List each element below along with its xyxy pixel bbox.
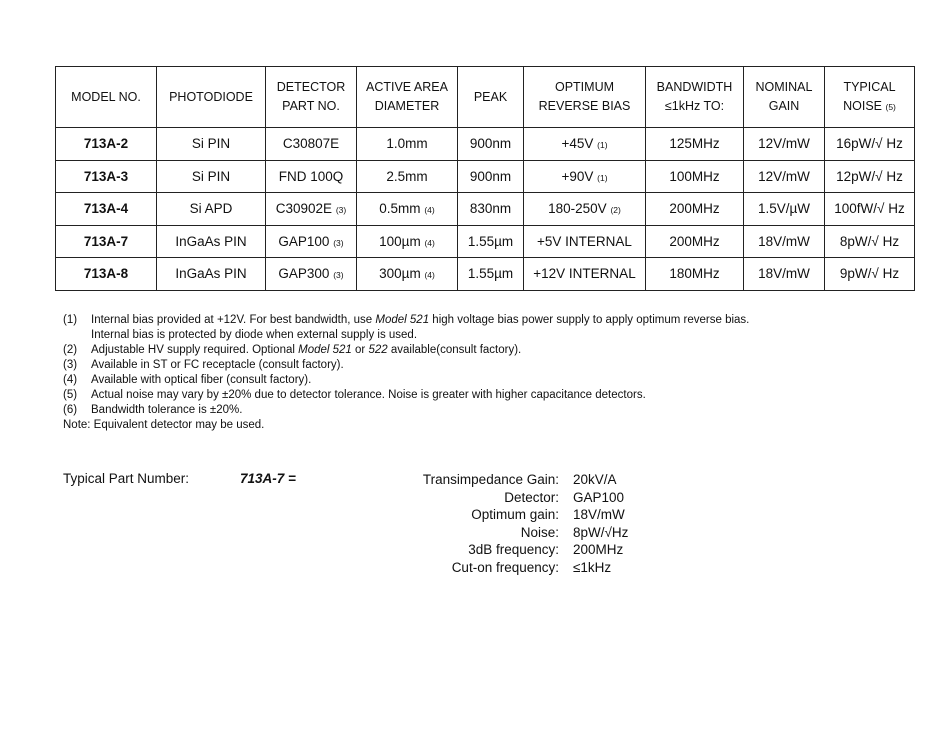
cell-bandwidth: 200MHz xyxy=(646,225,744,258)
cell-bias: +5V INTERNAL xyxy=(524,225,646,258)
typical-part-model: 713A-7 = xyxy=(240,471,296,486)
cell-noise: 9pW/√ Hz xyxy=(825,258,915,291)
cell-diameter: 1.0mm xyxy=(357,128,458,161)
parameter-value: 200MHz xyxy=(573,542,624,557)
footnote-5 xyxy=(63,388,749,403)
table-row xyxy=(56,225,915,258)
footnote-text: Adjustable HV supply required. Optional Model 521 or 522 available(consult factory). xyxy=(91,344,522,356)
footnote-text: Available in ST or FC receptacle (consult factory). xyxy=(91,359,344,371)
final-note: Note: Equivalent detector may be used. xyxy=(63,419,265,431)
parameter-label: Transimpedance Gain: xyxy=(422,472,559,487)
cell-peak: 1.55µm xyxy=(458,258,524,291)
cell-peak: 1.55µm xyxy=(458,225,524,258)
cell-bandwidth: 180MHz xyxy=(646,258,744,291)
footnote-text: Internal bias provided at +12V. For best bandwidth, use Model 521 high voltage bias power supply to apply optimum reverse bias. xyxy=(91,314,750,326)
typical-part-label: Typical Part Number: xyxy=(63,471,190,486)
parameter-row xyxy=(340,471,720,489)
footnote-number: (4) xyxy=(63,374,78,386)
footnote-number: (5) xyxy=(63,389,78,401)
footnote-number: (2) xyxy=(63,344,78,356)
cell-photodiode: Si PIN xyxy=(157,128,266,161)
footnote-number: (1) xyxy=(63,314,78,326)
cell-model: 713A-3 xyxy=(56,160,157,193)
parameter-label: Optimum gain: xyxy=(471,507,559,522)
cell-peak: 900nm xyxy=(458,160,524,193)
cell-model: 713A-7 xyxy=(56,225,157,258)
cell-noise: 12pW/√ Hz xyxy=(825,160,915,193)
parameter-value: ≤1kHz xyxy=(573,559,612,575)
footnote-number: (3) xyxy=(63,359,78,371)
cell-gain: 12V/mW xyxy=(744,128,825,161)
footnote-number: (6) xyxy=(63,404,78,416)
cell-bandwidth: 125MHz xyxy=(646,128,744,161)
cell-diameter: 100µm (4) xyxy=(357,225,458,258)
cell-photodiode: InGaAs PIN xyxy=(157,225,266,258)
cell-part: C30807E xyxy=(266,128,357,161)
cell-noise: 100fW/√ Hz xyxy=(825,193,915,226)
table-row xyxy=(56,160,915,193)
cell-part: C30902E (3) xyxy=(266,193,357,226)
cell-model: 713A-2 xyxy=(56,128,157,161)
parameter-row xyxy=(340,506,720,524)
parameter-label: Cut-on frequency: xyxy=(451,559,559,575)
cell-part: GAP300 (3) xyxy=(266,258,357,291)
cell-peak: 900nm xyxy=(458,128,524,161)
cell-gain: 18V/mW xyxy=(744,225,825,258)
footnote-3 xyxy=(63,358,749,373)
table-row xyxy=(56,193,915,226)
cell-part: GAP100 (3) xyxy=(266,225,357,258)
parameter-label: Detector: xyxy=(504,489,559,505)
table-row xyxy=(56,128,915,161)
footnote-1-continuation: Internal bias is protected by diode when external supply is used. xyxy=(91,329,418,341)
cell-noise: 16pW/√ Hz xyxy=(825,128,915,161)
cell-bandwidth: 100MHz xyxy=(646,160,744,193)
cell-bias: +12V INTERNAL xyxy=(524,258,646,291)
footnote-2 xyxy=(63,343,749,358)
header-peak: PEAK xyxy=(458,67,524,128)
cell-photodiode: Si PIN xyxy=(157,160,266,193)
header-typical-noise: TYPICAL NOISE (5) xyxy=(825,67,915,128)
table-header-row xyxy=(56,67,915,128)
table-row xyxy=(56,258,915,291)
cell-bandwidth: 200MHz xyxy=(646,193,744,226)
cell-bias: +90V (1) xyxy=(524,160,646,193)
cell-gain: 12V/mW xyxy=(744,160,825,193)
cell-photodiode: Si APD xyxy=(157,193,266,226)
parameter-value: 20kV/A xyxy=(573,472,617,487)
header-detector-part-no: DETECTOR PART NO. xyxy=(266,67,357,128)
footnotes xyxy=(63,313,749,433)
parameter-label: 3dB frequency: xyxy=(468,542,559,557)
header-model-no: MODEL NO. xyxy=(56,67,157,128)
parameter-value: GAP100 xyxy=(573,489,625,505)
cell-model: 713A-4 xyxy=(56,193,157,226)
cell-bias: +45V (1) xyxy=(524,128,646,161)
header-nominal-gain: NOMINAL GAIN xyxy=(744,67,825,128)
cell-noise: 8pW/√ Hz xyxy=(825,225,915,258)
header-photodiode: PHOTODIODE xyxy=(157,67,266,128)
specifications-table xyxy=(55,66,915,291)
cell-model: 713A-8 xyxy=(56,258,157,291)
cell-gain: 18V/mW xyxy=(744,258,825,291)
parameter-value: 8pW/√Hz xyxy=(573,524,629,540)
footnote-text: Bandwidth tolerance is ±20%. xyxy=(91,404,243,416)
cell-part: FND 100Q xyxy=(266,160,357,193)
typical-parameters xyxy=(340,471,720,576)
cell-peak: 830nm xyxy=(458,193,524,226)
parameter-row xyxy=(340,489,720,507)
cell-bias: 180-250V (2) xyxy=(524,193,646,226)
parameter-row xyxy=(340,559,720,577)
parameter-value: 18V/mW xyxy=(573,507,625,522)
header-optimum-reverse-bias: OPTIMUM REVERSE BIAS xyxy=(524,67,646,128)
cell-diameter: 300µm (4) xyxy=(357,258,458,291)
parameter-label: Noise: xyxy=(520,524,559,540)
footnote-1 xyxy=(63,313,749,328)
cell-gain: 1.5V/µW xyxy=(744,193,825,226)
footnote-6 xyxy=(63,403,749,418)
parameter-row xyxy=(340,524,720,542)
footnote-4 xyxy=(63,373,749,388)
cell-photodiode: InGaAs PIN xyxy=(157,258,266,291)
header-active-area-diameter: ACTIVE AREA DIAMETER xyxy=(357,67,458,128)
footnote-text: Actual noise may vary by ±20% due to detector tolerance. Noise is greater with higher capacitance detectors. xyxy=(91,389,646,401)
cell-diameter: 2.5mm xyxy=(357,160,458,193)
header-bandwidth: BANDWIDTH ≤1kHz TO: xyxy=(646,67,744,128)
cell-diameter: 0.5mm (4) xyxy=(357,193,458,226)
footnote-text: Available with optical fiber (consult factory). xyxy=(91,374,312,386)
parameter-row xyxy=(340,541,720,559)
